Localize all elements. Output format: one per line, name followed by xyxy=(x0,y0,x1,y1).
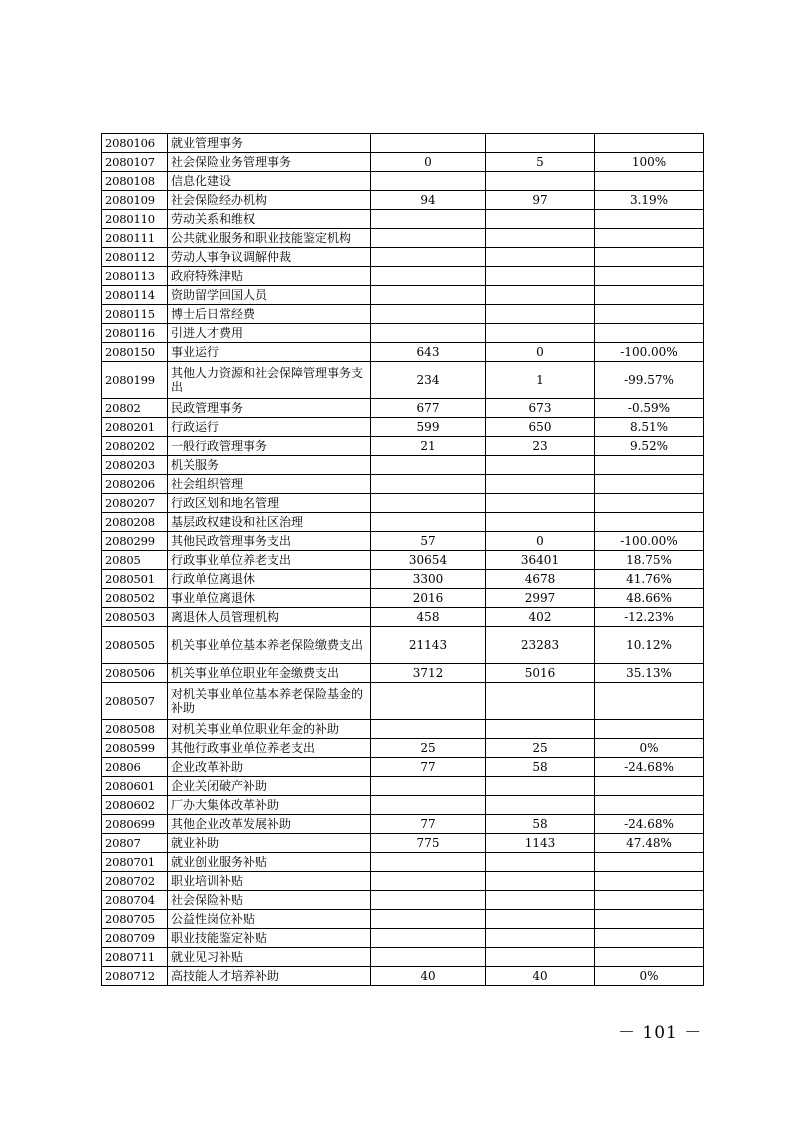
row-change-cell xyxy=(595,872,704,891)
row-code-cell: 2080114 xyxy=(102,286,168,305)
row-value-prev-cell xyxy=(371,853,486,872)
row-code-cell: 2080113 xyxy=(102,267,168,286)
table-row xyxy=(102,418,704,437)
row-value-prev-cell: 40 xyxy=(371,967,486,986)
row-change-cell: 9.52% xyxy=(595,437,704,456)
table-row xyxy=(102,362,704,399)
row-change-cell xyxy=(595,494,704,513)
row-name-cell: 劳动关系和维权 xyxy=(168,210,371,229)
table-row xyxy=(102,948,704,967)
row-change-cell: -24.68% xyxy=(595,815,704,834)
row-value-prev-cell xyxy=(371,267,486,286)
row-code-cell: 2080507 xyxy=(102,683,168,720)
row-change-cell: 100% xyxy=(595,153,704,172)
row-name-cell: 对机关事业单位职业年金的补助 xyxy=(168,720,371,739)
row-code-cell: 20807 xyxy=(102,834,168,853)
row-change-cell: -100.00% xyxy=(595,343,704,362)
row-name-cell: 其他行政事业单位养老支出 xyxy=(168,739,371,758)
row-value-prev-cell: 234 xyxy=(371,362,486,399)
row-change-cell: 8.51% xyxy=(595,418,704,437)
row-value-prev-cell: 458 xyxy=(371,608,486,627)
row-value-prev-cell: 77 xyxy=(371,815,486,834)
table-row xyxy=(102,758,704,777)
table-row xyxy=(102,834,704,853)
row-value-curr-cell xyxy=(486,929,595,948)
row-name-cell: 其他人力资源和社会保障管理事务支出 xyxy=(168,362,371,399)
table-row xyxy=(102,815,704,834)
table-row xyxy=(102,286,704,305)
row-name-cell: 引进人才费用 xyxy=(168,324,371,343)
row-name-cell: 其他企业改革发展补助 xyxy=(168,815,371,834)
row-value-prev-cell xyxy=(371,305,486,324)
row-change-cell xyxy=(595,796,704,815)
row-code-cell: 2080705 xyxy=(102,910,168,929)
table-row xyxy=(102,796,704,815)
row-value-prev-cell: 3300 xyxy=(371,570,486,589)
row-value-prev-cell xyxy=(371,286,486,305)
row-code-cell: 2080208 xyxy=(102,513,168,532)
row-value-prev-cell xyxy=(371,948,486,967)
row-value-prev-cell: 77 xyxy=(371,758,486,777)
row-change-cell: -100.00% xyxy=(595,532,704,551)
row-value-prev-cell xyxy=(371,172,486,191)
row-value-prev-cell xyxy=(371,210,486,229)
table-row xyxy=(102,399,704,418)
row-change-cell xyxy=(595,777,704,796)
table-row xyxy=(102,343,704,362)
row-change-cell xyxy=(595,172,704,191)
row-change-cell xyxy=(595,324,704,343)
row-value-prev-cell: 21143 xyxy=(371,627,486,664)
row-name-cell: 机关事业单位职业年金缴费支出 xyxy=(168,664,371,683)
row-code-cell: 2080711 xyxy=(102,948,168,967)
row-value-prev-cell xyxy=(371,324,486,343)
row-name-cell: 基层政权建设和社区治理 xyxy=(168,513,371,532)
row-change-cell xyxy=(595,929,704,948)
row-value-prev-cell xyxy=(371,796,486,815)
table-row xyxy=(102,570,704,589)
row-change-cell: 0% xyxy=(595,739,704,758)
row-value-curr-cell: 5016 xyxy=(486,664,595,683)
row-value-prev-cell xyxy=(371,910,486,929)
budget-table-body xyxy=(102,134,704,986)
row-value-curr-cell: 5 xyxy=(486,153,595,172)
table-row xyxy=(102,324,704,343)
row-value-curr-cell xyxy=(486,796,595,815)
page-number: － 101 － xyxy=(618,1023,703,1043)
row-change-cell: 10.12% xyxy=(595,627,704,664)
table-row xyxy=(102,305,704,324)
row-change-cell xyxy=(595,229,704,248)
row-change-cell xyxy=(595,248,704,267)
row-change-cell xyxy=(595,134,704,153)
row-name-cell: 政府特殊津贴 xyxy=(168,267,371,286)
row-code-cell: 2080206 xyxy=(102,475,168,494)
row-change-cell xyxy=(595,286,704,305)
table-row xyxy=(102,456,704,475)
row-name-cell: 社会保险业务管理事务 xyxy=(168,153,371,172)
row-change-cell xyxy=(595,456,704,475)
row-name-cell: 劳动人事争议调解仲裁 xyxy=(168,248,371,267)
row-code-cell: 2080712 xyxy=(102,967,168,986)
row-code-cell: 2080201 xyxy=(102,418,168,437)
row-change-cell xyxy=(595,475,704,494)
row-name-cell: 行政运行 xyxy=(168,418,371,437)
row-value-curr-cell: 23283 xyxy=(486,627,595,664)
row-value-prev-cell xyxy=(371,229,486,248)
row-name-cell: 职业培训补贴 xyxy=(168,872,371,891)
row-name-cell: 就业补助 xyxy=(168,834,371,853)
row-name-cell: 资助留学回国人员 xyxy=(168,286,371,305)
row-change-cell xyxy=(595,267,704,286)
row-value-prev-cell xyxy=(371,683,486,720)
row-code-cell: 20805 xyxy=(102,551,168,570)
row-name-cell: 就业见习补贴 xyxy=(168,948,371,967)
row-value-prev-cell: 775 xyxy=(371,834,486,853)
row-code-cell: 2080506 xyxy=(102,664,168,683)
row-code-cell: 2080150 xyxy=(102,343,168,362)
row-name-cell: 信息化建设 xyxy=(168,172,371,191)
row-change-cell: 48.66% xyxy=(595,589,704,608)
row-value-prev-cell xyxy=(371,456,486,475)
row-code-cell: 2080704 xyxy=(102,891,168,910)
row-value-curr-cell xyxy=(486,720,595,739)
row-code-cell: 2080203 xyxy=(102,456,168,475)
row-name-cell: 公益性岗位补贴 xyxy=(168,910,371,929)
table-row xyxy=(102,437,704,456)
row-value-prev-cell xyxy=(371,929,486,948)
row-code-cell: 2080112 xyxy=(102,248,168,267)
row-change-cell: -24.68% xyxy=(595,758,704,777)
row-code-cell: 2080601 xyxy=(102,777,168,796)
row-code-cell: 2080299 xyxy=(102,532,168,551)
row-value-curr-cell: 0 xyxy=(486,532,595,551)
row-value-prev-cell: 3712 xyxy=(371,664,486,683)
row-code-cell: 2080702 xyxy=(102,872,168,891)
row-change-cell: 18.75% xyxy=(595,551,704,570)
row-value-curr-cell xyxy=(486,494,595,513)
table-row xyxy=(102,513,704,532)
row-name-cell: 行政区划和地名管理 xyxy=(168,494,371,513)
row-name-cell: 离退休人员管理机构 xyxy=(168,608,371,627)
row-change-cell xyxy=(595,513,704,532)
table-row xyxy=(102,664,704,683)
row-value-curr-cell xyxy=(486,872,595,891)
row-name-cell: 就业管理事务 xyxy=(168,134,371,153)
row-value-curr-cell xyxy=(486,948,595,967)
row-value-curr-cell xyxy=(486,134,595,153)
table-row xyxy=(102,589,704,608)
row-value-curr-cell xyxy=(486,305,595,324)
row-value-prev-cell: 21 xyxy=(371,437,486,456)
table-row xyxy=(102,910,704,929)
row-code-cell: 2080111 xyxy=(102,229,168,248)
row-value-curr-cell xyxy=(486,891,595,910)
row-value-curr-cell: 58 xyxy=(486,815,595,834)
row-value-prev-cell: 57 xyxy=(371,532,486,551)
row-value-curr-cell xyxy=(486,286,595,305)
row-value-curr-cell xyxy=(486,456,595,475)
row-name-cell: 机关事业单位基本养老保险缴费支出 xyxy=(168,627,371,664)
row-code-cell: 2080199 xyxy=(102,362,168,399)
row-change-cell xyxy=(595,910,704,929)
table-row xyxy=(102,683,704,720)
row-change-cell: 47.48% xyxy=(595,834,704,853)
row-change-cell: 0% xyxy=(595,967,704,986)
row-change-cell: -99.57% xyxy=(595,362,704,399)
table-row xyxy=(102,229,704,248)
row-code-cell: 20802 xyxy=(102,399,168,418)
row-name-cell: 社会组织管理 xyxy=(168,475,371,494)
row-name-cell: 行政事业单位养老支出 xyxy=(168,551,371,570)
row-value-curr-cell xyxy=(486,853,595,872)
row-code-cell: 2080701 xyxy=(102,853,168,872)
row-value-curr-cell: 650 xyxy=(486,418,595,437)
row-name-cell: 其他民政管理事务支出 xyxy=(168,532,371,551)
row-value-curr-cell xyxy=(486,324,595,343)
row-code-cell: 2080599 xyxy=(102,739,168,758)
row-code-cell: 2080503 xyxy=(102,608,168,627)
row-value-curr-cell xyxy=(486,248,595,267)
row-value-prev-cell: 643 xyxy=(371,343,486,362)
row-value-prev-cell: 2016 xyxy=(371,589,486,608)
row-code-cell: 2080110 xyxy=(102,210,168,229)
table-row xyxy=(102,608,704,627)
row-code-cell: 2080207 xyxy=(102,494,168,513)
row-value-curr-cell: 673 xyxy=(486,399,595,418)
table-row xyxy=(102,267,704,286)
row-value-prev-cell xyxy=(371,134,486,153)
row-value-curr-cell: 58 xyxy=(486,758,595,777)
row-change-cell xyxy=(595,948,704,967)
table-row xyxy=(102,248,704,267)
table-row xyxy=(102,777,704,796)
row-value-prev-cell xyxy=(371,720,486,739)
row-value-curr-cell: 2997 xyxy=(486,589,595,608)
table-row xyxy=(102,134,704,153)
row-value-curr-cell: 1143 xyxy=(486,834,595,853)
table-row xyxy=(102,475,704,494)
row-value-curr-cell xyxy=(486,683,595,720)
table-row xyxy=(102,872,704,891)
table-row xyxy=(102,720,704,739)
row-change-cell: 3.19% xyxy=(595,191,704,210)
row-value-prev-cell: 94 xyxy=(371,191,486,210)
row-value-prev-cell xyxy=(371,494,486,513)
row-code-cell: 2080602 xyxy=(102,796,168,815)
row-value-curr-cell xyxy=(486,229,595,248)
row-value-prev-cell: 599 xyxy=(371,418,486,437)
row-value-curr-cell: 1 xyxy=(486,362,595,399)
row-name-cell: 高技能人才培养补助 xyxy=(168,967,371,986)
row-change-cell: 35.13% xyxy=(595,664,704,683)
row-code-cell: 2080115 xyxy=(102,305,168,324)
row-change-cell xyxy=(595,853,704,872)
row-code-cell: 2080502 xyxy=(102,589,168,608)
table-row xyxy=(102,210,704,229)
row-change-cell: 41.76% xyxy=(595,570,704,589)
row-code-cell: 2080108 xyxy=(102,172,168,191)
row-value-curr-cell: 0 xyxy=(486,343,595,362)
row-change-cell xyxy=(595,891,704,910)
row-name-cell: 行政单位离退休 xyxy=(168,570,371,589)
row-code-cell: 20806 xyxy=(102,758,168,777)
row-name-cell: 对机关事业单位基本养老保险基金的补助 xyxy=(168,683,371,720)
row-value-curr-cell xyxy=(486,513,595,532)
row-name-cell: 就业创业服务补贴 xyxy=(168,853,371,872)
table-row xyxy=(102,494,704,513)
row-value-curr-cell: 4678 xyxy=(486,570,595,589)
row-name-cell: 企业改革补助 xyxy=(168,758,371,777)
row-value-prev-cell: 677 xyxy=(371,399,486,418)
row-code-cell: 2080508 xyxy=(102,720,168,739)
row-value-prev-cell xyxy=(371,475,486,494)
row-value-prev-cell xyxy=(371,248,486,267)
row-value-curr-cell: 23 xyxy=(486,437,595,456)
table-row xyxy=(102,891,704,910)
row-name-cell: 事业单位离退休 xyxy=(168,589,371,608)
row-value-curr-cell: 25 xyxy=(486,739,595,758)
table-row xyxy=(102,191,704,210)
row-code-cell: 2080709 xyxy=(102,929,168,948)
row-change-cell xyxy=(595,210,704,229)
row-value-prev-cell xyxy=(371,777,486,796)
row-code-cell: 2080109 xyxy=(102,191,168,210)
row-value-prev-cell xyxy=(371,513,486,532)
row-name-cell: 职业技能鉴定补贴 xyxy=(168,929,371,948)
table-row xyxy=(102,929,704,948)
row-value-curr-cell xyxy=(486,777,595,796)
table-row xyxy=(102,532,704,551)
row-value-curr-cell xyxy=(486,210,595,229)
row-value-curr-cell xyxy=(486,475,595,494)
row-name-cell: 民政管理事务 xyxy=(168,399,371,418)
table-row xyxy=(102,853,704,872)
row-value-prev-cell xyxy=(371,872,486,891)
table-row xyxy=(102,153,704,172)
row-code-cell: 2080106 xyxy=(102,134,168,153)
row-name-cell: 社会保险补贴 xyxy=(168,891,371,910)
row-code-cell: 2080202 xyxy=(102,437,168,456)
row-value-curr-cell xyxy=(486,910,595,929)
row-name-cell: 社会保险经办机构 xyxy=(168,191,371,210)
row-name-cell: 一般行政管理事务 xyxy=(168,437,371,456)
row-change-cell xyxy=(595,305,704,324)
row-value-curr-cell: 97 xyxy=(486,191,595,210)
row-code-cell: 2080107 xyxy=(102,153,168,172)
row-name-cell: 厂办大集体改革补助 xyxy=(168,796,371,815)
table-row xyxy=(102,627,704,664)
row-change-cell xyxy=(595,720,704,739)
row-value-curr-cell xyxy=(486,267,595,286)
row-change-cell: -12.23% xyxy=(595,608,704,627)
row-value-curr-cell: 40 xyxy=(486,967,595,986)
row-value-curr-cell: 36401 xyxy=(486,551,595,570)
row-name-cell: 公共就业服务和职业技能鉴定机构 xyxy=(168,229,371,248)
row-value-prev-cell: 30654 xyxy=(371,551,486,570)
row-change-cell xyxy=(595,683,704,720)
budget-table xyxy=(101,133,704,986)
row-code-cell: 2080699 xyxy=(102,815,168,834)
table-row xyxy=(102,172,704,191)
row-name-cell: 事业运行 xyxy=(168,343,371,362)
row-value-prev-cell xyxy=(371,891,486,910)
table-row xyxy=(102,967,704,986)
row-name-cell: 博士后日常经费 xyxy=(168,305,371,324)
table-row xyxy=(102,551,704,570)
row-code-cell: 2080116 xyxy=(102,324,168,343)
row-value-curr-cell: 402 xyxy=(486,608,595,627)
row-value-curr-cell xyxy=(486,172,595,191)
row-name-cell: 机关服务 xyxy=(168,456,371,475)
row-code-cell: 2080501 xyxy=(102,570,168,589)
table-row xyxy=(102,739,704,758)
row-code-cell: 2080505 xyxy=(102,627,168,664)
row-value-prev-cell: 25 xyxy=(371,739,486,758)
row-change-cell: -0.59% xyxy=(595,399,704,418)
row-name-cell: 企业关闭破产补助 xyxy=(168,777,371,796)
row-value-prev-cell: 0 xyxy=(371,153,486,172)
